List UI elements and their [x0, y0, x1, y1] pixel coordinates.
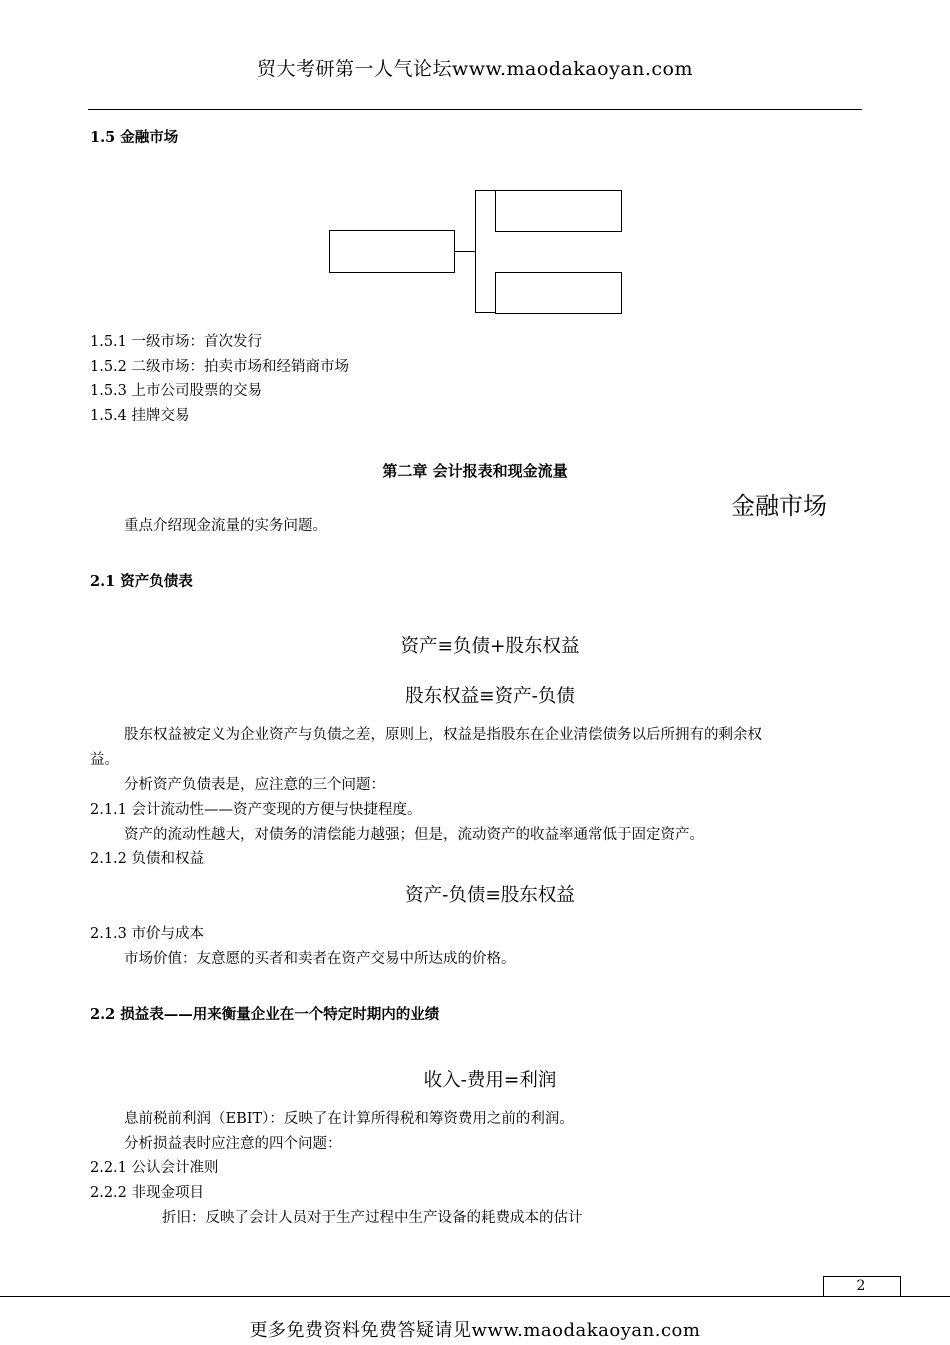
formula-income: 收入-费用=利润	[423, 1070, 557, 1091]
paragraph: 息前税前利润（EBIT）：反映了在计算所得税和筹资费用之前的利润。	[124, 1111, 574, 1127]
diagram-bracket-vertical	[475, 190, 476, 313]
diagram-child-box-bottom	[495, 272, 622, 314]
diagram-root-box	[329, 230, 455, 273]
chapter-title: 第二章 会计报表和现金流量	[382, 462, 568, 480]
list-item: 1.5.2 二级市场：拍卖市场和经销商市场	[90, 359, 350, 375]
diagram-connector	[454, 251, 475, 252]
list-item: 1.5.3 上市公司股票的交易	[90, 383, 263, 399]
chapter-intro: 重点介绍现金流量的实务问题。	[124, 518, 327, 534]
list-item: 2.1.1 会计流动性——资产变现的方便与快捷程度。	[90, 802, 422, 818]
formula-net-assets: 资产-负债≡股东权益	[405, 885, 575, 906]
diagram-bracket-bottom	[475, 312, 496, 313]
section-heading-1-5: 1.5 金融市场	[90, 129, 179, 146]
paragraph: 市场价值：友意愿的买者和卖者在资产交易中所达成的价格。	[124, 951, 516, 967]
section-heading-2-2: 2.2 损益表——用来衡量企业在一个特定时期内的业绩	[90, 1006, 440, 1023]
section-heading-2-1: 2.1 资产负债表	[90, 573, 193, 590]
list-item: 2.2.2 非现金项目	[90, 1185, 205, 1201]
paragraph: 分析损益表时应注意的四个问题：	[124, 1136, 342, 1152]
list-item: 2.1.2 负债和权益	[90, 851, 205, 867]
page-number: 2	[856, 1278, 866, 1294]
paragraph: 资产的流动性越大，对债务的清偿能力越强；但是，流动资产的收益率通常低于固定资产。	[124, 827, 704, 843]
formula-balance-sheet: 资产≡负债+股东权益	[400, 636, 580, 657]
diagram-bracket-top	[475, 190, 496, 191]
paragraph: 股东权益被定义为企业资产与负债之差，原则上，权益是指股东在企业清偿债务以后所拥有的剩余权	[124, 727, 762, 743]
paragraph-continued: 益。	[90, 752, 119, 768]
diagram-child-box-top	[495, 190, 622, 232]
footer-divider	[0, 1296, 950, 1297]
list-item: 1.5.1 一级市场：首次发行	[90, 334, 263, 350]
page-footer-title: 更多免费资料免费答疑请见www.maodakaoyan.com	[249, 1320, 701, 1341]
page-header-title: 贸大考研第一人气论坛www.maodakaoyan.com	[256, 58, 694, 80]
paragraph: 分析资产负债表是，应注意的三个问题：	[124, 777, 385, 793]
side-label: 金融市场	[731, 492, 827, 520]
header-divider	[88, 109, 862, 110]
formula-equity: 股东权益≡资产-负债	[405, 686, 575, 707]
paragraph: 折旧：反映了会计人员对于生产过程中生产设备的耗费成本的估计	[162, 1210, 583, 1226]
list-item: 2.1.3 市价与成本	[90, 926, 205, 942]
list-item: 1.5.4 挂牌交易	[90, 408, 190, 424]
list-item: 2.2.1 公认会计准则	[90, 1160, 219, 1176]
